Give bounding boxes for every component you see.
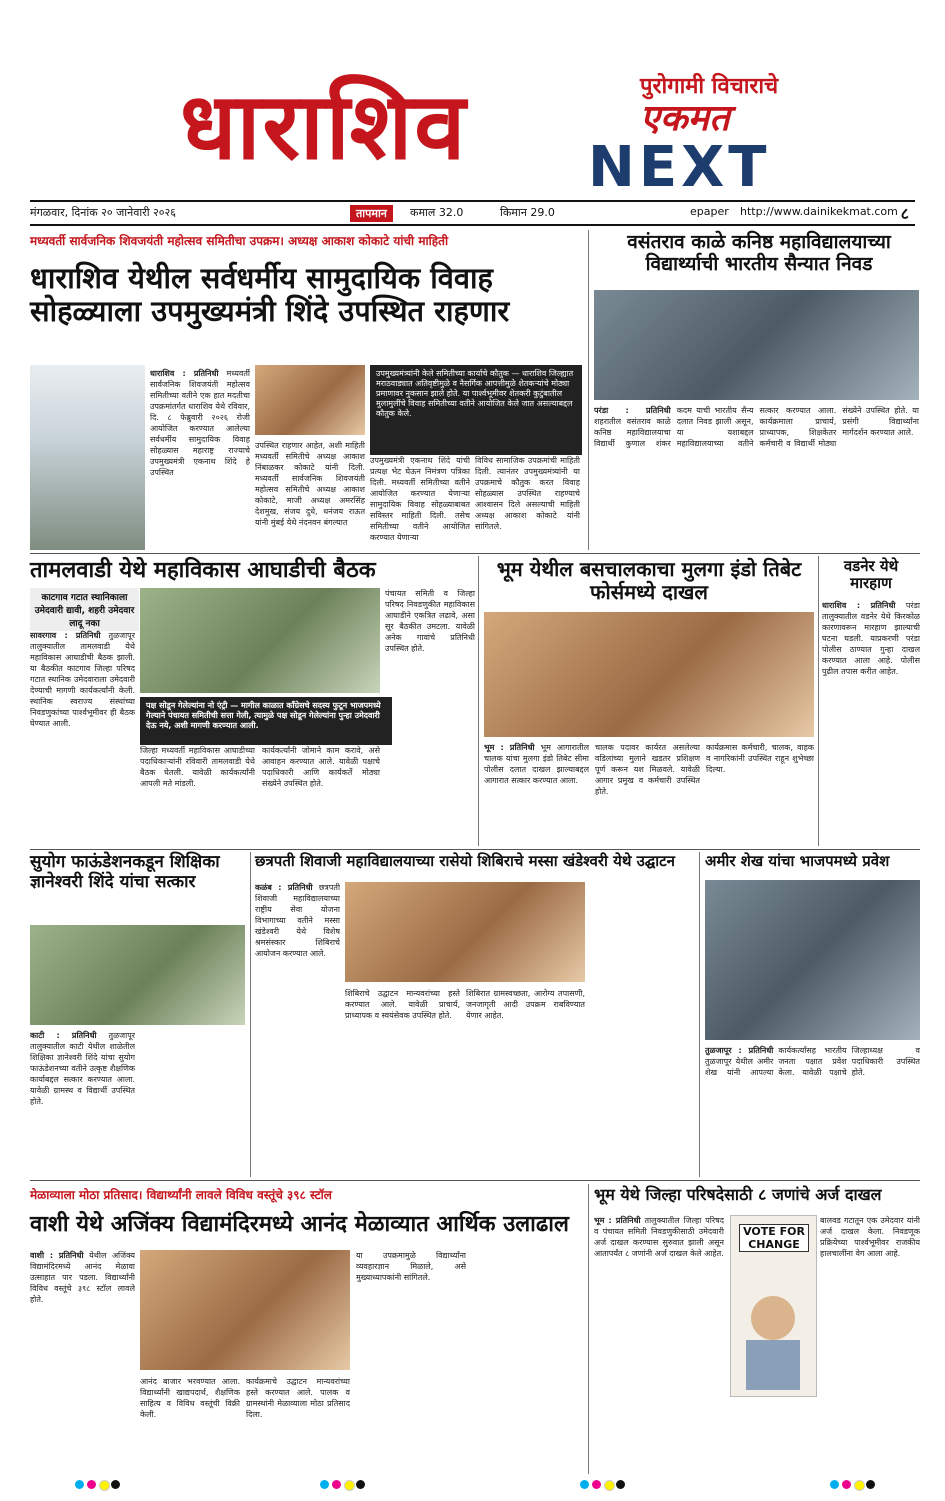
temperature-max: कमाल 32.0	[410, 206, 464, 219]
story8-headline: अमीर शेख यांचा भाजपमध्ये प्रवेश	[705, 852, 890, 870]
masthead-title: धाराशिव	[180, 73, 468, 180]
story6-body: तुळजापूर तालुक्यातील काटी येथील शाळेतील शिक्षिका ज्ञानेश्वरी शिंदे यांचा सुयोग फाऊंडेशनच्या वतीने उत्कृष्ट शैक्षणिक कार्याबद्दल सत्कार करण्यात आला. यावेळी ग्रामस्थ व विद्यार्थी उपस्थित होते.	[30, 1031, 135, 1106]
section-divider	[30, 1180, 920, 1181]
story1-headline: धाराशिव येथील सर्वधर्मीय सामुदायिक विवाह सोहळ्याला उपमुख्यमंत्री शिंदे उपस्थित राहणार	[30, 261, 510, 329]
story1-body3: उपमुख्यमंत्री एकनाथ शिंदे यांची प्रत्यक्ष भेट घेऊन निमंत्रण पत्रिका दिली. मध्यवर्ती समितीच्या वतीने आयोजित करण्यात येणाऱ्या सामुदायिक विवाह सोहळ्याबाबत सविस्तर माहिती दिली. तसेच समितीच्या वतीने आयोजित करण्यात येणाऱ्या	[370, 456, 470, 542]
info-bar	[30, 200, 915, 226]
story10-body2: बालवड गटातून एक उमेदवार यांनी अर्ज दाखल केला. निवडणूक प्रक्रियेच्या पार्श्वभूमीवर राजकीय हालचालींना वेग आला आहे.	[820, 1216, 920, 1258]
story2-dateline: परंडा : प्रतिनिधी	[594, 406, 671, 415]
story6-body-cont	[140, 1030, 245, 1175]
epaper-label: epaper	[690, 205, 729, 218]
story5-headline: वडनेर येथे मारहाण	[843, 557, 899, 593]
story8-body: तुळजापूर येथील अमीर शेख यांनी आपल्या कार्यकर्त्यांसह भारतीय जनता पक्षात प्रवेश केला. यावेळी पक्षाचे जिल्हाध्यक्ष व पदाधिकारी उपस्थित होते.	[705, 1046, 920, 1077]
story7-body3: शिबिरात ग्रामस्वच्छता, आरोग्य तपासणी, जनजागृती आदी उपक्रम राबविण्यात येणार आहेत.	[466, 989, 585, 1020]
army-selection-photo	[594, 290, 919, 400]
story9-headline: वाशी येथे अजिंक्य विद्यामंदिरमध्ये आनंद मेळाव्यात आर्थिक उलाढाल	[30, 1212, 569, 1237]
story1-body1: मध्यवर्ती सार्वजनिक शिवजयंती महोत्सव समितीच्या वतीने एक हात मदतीचा उपक्रमांतर्गत धाराशिव येथे रविवार, दि. ८ फेब्रुवारी २०२६ रोजी आयोजित करण्यात आलेल्या सर्वधर्मीय सामुदायिक विवाह सोहळ्यास महाराष्ट्र राज्याचे उपमुख्यमंत्री एकनाथ शिंदे हे उपस्थित	[150, 369, 250, 477]
story4-body3: कार्यक्रमास कर्मचारी, चालक, वाहक व नागरिकांनी उपस्थित राहून शुभेच्छा दिल्या.	[706, 743, 814, 774]
story7-headline: छत्रपती शिवाजी महाविद्यालयाच्या रासेयो शिबिराचे मस्सा खंडेश्वरी येथे उद्घाटन	[255, 852, 676, 870]
brand-name: एकमत	[640, 98, 730, 139]
cartoon-sign: VOTE FOR CHANGE	[739, 1224, 809, 1252]
story7-body-cont	[590, 882, 695, 1177]
registration-mark	[842, 1480, 851, 1489]
registration-mark	[87, 1480, 96, 1489]
website-link[interactable]: http://www.dainikekmat.com	[740, 205, 898, 218]
felicitation-photo	[30, 925, 245, 1025]
story1-kicker: मध्यवर्ती सार्वजनिक शिवजयंती महोत्सव समितीचा उपक्रम। अध्यक्ष आकाश कोकाटे यांची माहिती	[30, 234, 449, 248]
story3-sidebox: काटगाव गटात स्थानिकाला उमेदवारी द्यावी, शहरी उमेदवार लादू नका	[30, 588, 139, 631]
registration-mark	[604, 1480, 615, 1491]
story9-body1: येथील अजिंक्य विद्यामंदिरमध्ये आनंद मेळावा उत्साहात पार पडला. विद्यार्थ्यांनी विविध वस्तूंचे ३९८ स्टॉल लावले होते.	[30, 1251, 135, 1304]
story9-dateline: वाशी : प्रतिनिधी	[30, 1251, 84, 1260]
story3-body2: जिल्हा मध्यवर्ती महाविकास आघाडीच्या पदाधिकाऱ्यांनी रविवारी तामलवाडी येथे बैठक घेतली. यावेळी कार्यकर्त्यांनी आपली मते मांडली.	[140, 746, 255, 788]
leaders-photo	[255, 365, 365, 435]
column-divider	[250, 852, 251, 1177]
story6-headline: सुयोग फाऊंडेशनकडून शिक्षिका ज्ञानेश्वरी शिंदे यांचा सत्कार	[30, 852, 220, 892]
story7-body1: छत्रपती शिवाजी महाविद्यालयाच्या राष्ट्रीय सेवा योजना विभागाच्या वतीने मस्सा खंडेश्वरी येथे विशेष श्रमसंस्कार शिबिराचे आयोजन करण्यात आले.	[255, 883, 340, 958]
registration-mark	[830, 1480, 839, 1489]
registration-mark	[854, 1480, 865, 1491]
story3-body1: तुळजापूर तालुक्यातील तामलवाडी येथे महाविकास आघाडीची बैठक झाली. या बैठकीत काटगाव जिल्हा परिषद गटात स्थानिक उमेदवाराला उमेदवारी देण्याची मागणी कार्यकर्त्यांनी केली. स्थानिक स्वराज्य संस्थांच्या निवडणुकांच्या पार्श्वभूमीवर ही बैठक घेण्यात आली.	[30, 631, 135, 728]
registration-mark	[75, 1480, 84, 1489]
registration-mark	[356, 1480, 365, 1489]
temperature-label: तापमान	[350, 205, 393, 222]
registration-mark	[111, 1480, 120, 1489]
column-divider	[588, 230, 589, 550]
story1-body2: उपस्थित राहणार आहेत, अशी माहिती मध्यवर्ती समितीचे अध्यक्ष आकाश निंबाळकर कोकाटे यांनी दिली. मध्यवर्ती सार्वजनिक शिवजयंती महोत्सव समितीचे अध्यक्ष आकाश कोकाटे, माजी अध्यक्ष अमरसिंह देशमुख, संजय दुधे, धनंजय राऊत यांनी मुंबई येथे नंदनवन बंगल्यात	[255, 441, 365, 527]
story8-dateline: तुळजापूर : प्रतिनिधी	[705, 1046, 774, 1055]
story2-body: शहरातील वसंतराव काळे कनिष्ठ महाविद्यालयाचा विद्यार्थी कुणाल शंकर कदम याची भारतीय सैन्य दलात निवड झाली असून, या यशाबद्दल महाविद्यालयाच्या वतीने सत्कार करण्यात आला. कार्यक्रमाला प्राचार्य, प्राध्यापक, शिक्षकेतर कर्मचारी व विद्यार्थी मोठ्या संख्येने उपस्थित होते. या प्रसंगी विद्यार्थ्यांना मार्गदर्शन करण्यात आले.	[594, 406, 919, 448]
story9-body-cont	[472, 1250, 582, 1470]
story3-body3: कार्यकर्त्यांनी जोमाने काम करावे, असे आवाहन करण्यात आले. यावेळी पक्षाचे पदाधिकारी आणि कार्यकर्ते मोठ्या संख्येने उपस्थित होते.	[262, 746, 380, 788]
story6-dateline: काटी : प्रतिनिधी	[30, 1031, 97, 1040]
cartoon-body	[746, 1340, 800, 1390]
story9-kicker: मेळाव्याला मोठा प्रतिसाद। विद्यार्थ्यांनी लावले विविध वस्तूंचे ३९८ स्टॉल	[30, 1188, 332, 1202]
registration-mark	[866, 1480, 875, 1489]
story3-dateline: सावरगाव : प्रतिनिधी	[30, 631, 101, 640]
fair-photo	[140, 1250, 350, 1370]
story3-caption: पक्ष सोडून गेलेल्यांना नो एंट्री — मागील काळात काँग्रेसचे सदस्य फुटून भाजपमध्ये गेल्याने पंचायत समितीची सत्ता गेली, त्यामुळे पक्ष सोडून गेलेल्यांना पुन्हा उमेदवारी देऊ नये, अशी मागणी करण्यात आली.	[140, 697, 392, 745]
election-cartoon	[730, 1215, 817, 1397]
party-joining-photo	[705, 880, 920, 1040]
story5-dateline: धाराशिव : प्रतिनिधी	[822, 601, 896, 610]
section-divider	[30, 849, 920, 850]
story5-body: परंडा तालुक्यातील वडनेर येथे किरकोळ कारणावरून मारहाण झाल्याची घटना घडली. याप्रकरणी परंडा पोलीस ठाण्यात गुन्हा दाखल करण्यात आला आहे. पोलीस पुढील तपास करीत आहेत.	[822, 601, 920, 676]
story4-body2: चालक पदावर कार्यरत असलेल्या वडिलांच्या मुलाने खडतर प्रशिक्षण पूर्ण करून यश मिळवले. यावेळी आगार प्रमुख व कर्मचारी उपस्थित होते.	[595, 743, 700, 796]
story10-body1: तालुक्यातील जिल्हा परिषद व पंचायत समिती निवडणुकीसाठी उमेदवारी अर्ज दाखल करण्यास सुरुवात झाली असून आतापर्यंत ८ जणांनी अर्ज दाखल केले आहेत.	[594, 1216, 724, 1258]
statue-photo	[30, 365, 145, 550]
edition-logo: NEXT	[588, 135, 771, 200]
cartoon-figure	[751, 1296, 795, 1340]
story9-body2: आनंद बाजार भरवण्यात आला. विद्यार्थ्यांनी खाद्यपदार्थ, शैक्षणिक साहित्य व विविध वस्तूंची विक्री केली.	[140, 1377, 240, 1419]
registration-mark	[344, 1480, 355, 1491]
story1-body4: विविध सामाजिक उपक्रमांची माहिती दिली. त्यानंतर उपमुख्यमंत्र्यांनी या उपक्रमाचे कौतुक करत विवाह सोहळ्यास उपस्थित राहण्याचे आश्वासन दिले असल्याची माहिती अध्यक्ष आकाश कोकाटे यांनी सांगितले.	[475, 456, 580, 531]
story4-body1: भूम आगारातील चालक यांचा मुलगा इंडो तिबेट सीमा पोलीस दलात दाखल झाल्याबद्दल आगारात सत्कार करण्यात आला.	[484, 743, 589, 785]
story7-body2: शिबिराचे उद्घाटन मान्यवरांच्या हस्ते करण्यात आले. यावेळी प्राचार्य, प्राध्यापक व स्वयंसेवक उपस्थित होते.	[345, 989, 460, 1020]
story1-highlight-box: उपमुख्यमंत्र्यांनी केले समितीच्या कार्याचे कौतुक — धाराशिव जिल्ह्यात मराठवाड्यात अतिवृष्टीमुळे व नैसर्गिक आपत्तीमुळे शेतकऱ्यांचे मोठ्या प्रमाणावर नुकसान झाले होते. या पार्श्वभूमीवर शेतकरी कुटुंबातील मुलामुलींचे विवाह समितीच्या वतीने आयोजित केले जात असल्याबद्दल कौतुक केले.	[370, 365, 582, 455]
column-divider	[818, 556, 819, 846]
masthead-tagline: पुरोगामी विचाराचे	[640, 74, 779, 99]
bus-driver-son-photo	[484, 612, 814, 737]
story1-dateline: धाराशिव : प्रतिनिधी	[150, 369, 219, 378]
story3-headline: तामलवाडी येथे महाविकास आघाडीची बैठक	[30, 558, 376, 583]
meeting-photo	[140, 588, 380, 693]
story4-dateline: भूम : प्रतिनिधी	[484, 743, 535, 752]
column-divider	[699, 852, 700, 1177]
story9-body3: कार्यक्रमाचे उद्घाटन मान्यवरांच्या हस्ते करण्यात आले. पालक व ग्रामस्थांनी मेळाव्याला मोठा प्रतिसाद दिला.	[246, 1377, 350, 1419]
story4-headline: भूम येथील बसचालकाचा मुलगा इंडो तिबेट फोर्समध्ये दाखल	[496, 557, 802, 604]
column-divider	[478, 556, 479, 846]
story2-headline: वसंतराव काळे कनिष्ठ महाविद्यालयाच्या विद्यार्थ्याची भारतीय सैन्यात निवड	[627, 231, 891, 275]
story10-headline: भूम येथे जिल्हा परिषदेसाठी ८ जणांचे अर्ज दाखल	[594, 1185, 882, 1204]
issue-date: मंगळवार, दिनांक २० जानेवारी २०२६	[30, 206, 176, 219]
registration-mark	[332, 1480, 341, 1489]
registration-mark	[99, 1480, 110, 1491]
registration-mark	[616, 1480, 625, 1489]
nss-camp-photo	[345, 882, 585, 982]
section-divider	[30, 553, 920, 554]
registration-mark	[592, 1480, 601, 1489]
temperature-min: किमान 29.0	[500, 206, 555, 219]
story7-dateline: कळंब : प्रतिनिधी	[255, 883, 313, 892]
page-number: ८	[900, 204, 909, 223]
story3-body4: पंचायत समिती व जिल्हा परिषद निवडणुकीत महाविकास आघाडीने एकत्रित लढावे, असा सूर बैठकीत उमटला. यावेळी अनेक गावांचे प्रतिनिधी उपस्थित होते.	[385, 589, 475, 653]
column-divider	[588, 1184, 589, 1474]
registration-mark	[580, 1480, 589, 1489]
story9-body4: या उपक्रमामुळे विद्यार्थ्यांना व्यवहारज्ञान मिळाले, असे मुख्याध्यापकांनी सांगितले.	[356, 1251, 466, 1282]
registration-mark	[320, 1480, 329, 1489]
story10-dateline: भूम : प्रतिनिधी	[594, 1216, 641, 1225]
